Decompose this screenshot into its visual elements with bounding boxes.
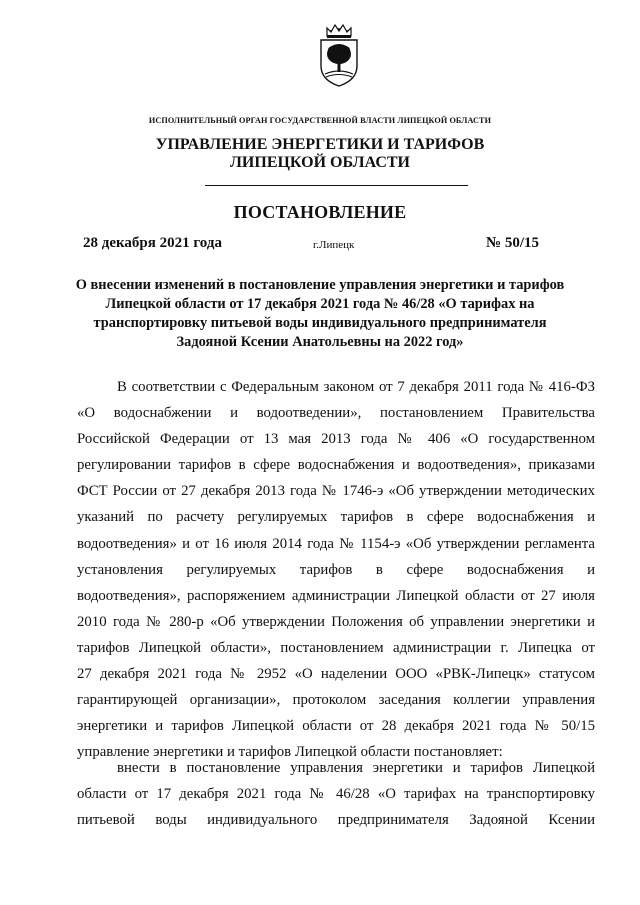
department-name-line-1: УПРАВЛЕНИЕ ЭНЕРГЕТИКИ И ТАРИФОВ	[155, 136, 485, 153]
body-line: водоотведения», распоряжением администрации Липецкой области от 27 июля	[77, 587, 595, 604]
body-line: водоотведения» и от 16 июля 2014 года № 1154-э «Об утверждении регламента	[77, 535, 595, 552]
body-line: тарифов Липецкой области», постановлением администрации г. Липецка от	[77, 639, 595, 656]
subject-line: Липецкой области от 17 декабря 2021 года № 46/28 «О тарифах на	[105, 296, 535, 312]
preamble-paragraph	[77, 374, 595, 765]
subject-line: транспортировку питьевой воды индивидуального предпринимателя	[93, 315, 547, 331]
body-line: установления регулируемых тарифов в сфере водоснабжения и	[77, 561, 595, 578]
document-place: г.Липецк	[313, 239, 355, 251]
document-number: № 50/15	[486, 235, 539, 251]
body-line: 2010 года № 280-р «Об утверждении Положения об управлении энергетики и	[77, 613, 595, 630]
body-line: области от 17 декабря 2021 года № 46/28 «О тарифах на транспортировку	[77, 786, 595, 803]
body-line: управление энергетики и тарифов Липецкой области постановляет:	[77, 744, 503, 761]
resolution-paragraph	[77, 755, 595, 833]
department-name-line-2: ЛИПЕЦКОЙ ОБЛАСТИ	[230, 154, 410, 171]
body-line: указаний по расчету регулируемых тарифов в сфере водоснабжения и	[77, 509, 595, 526]
body-line: питьевой воды индивидуального предпринимателя Задояной Ксении	[77, 812, 595, 829]
subject-line: О внесении изменений в постановление управления энергетики и тарифов	[75, 277, 565, 293]
body-line: 27 декабря 2021 года № 2952 «О наделении ООО «РВК-Липецк» статусом	[77, 666, 595, 683]
body-line: гарантирующей организации», протоколом заседания коллегии управления	[77, 692, 595, 709]
department-name	[0, 136, 640, 172]
body-line: «О водоснабжении и водоотведении», постановлением Правительства	[77, 405, 595, 422]
body-line: регулировании тарифов в сфере водоснабжения и водоотведения», приказами	[77, 457, 595, 474]
body-line: энергетики и тарифов Липецкой области от 28 декабря 2021 года № 50/15	[77, 718, 595, 735]
document-date: 28 декабря 2021 года	[83, 235, 222, 251]
body-line: В соответствии с Федеральным законом от 7 декабря 2011 года № 416-ФЗ	[117, 379, 595, 395]
body-line: ФСТ России от 27 декабря 2013 года № 1746-э «Об утверждении методических	[77, 483, 595, 500]
document-type-title: ПОСТАНОВЛЕНИЕ	[233, 202, 407, 222]
body-line: Российской Федерации от 13 мая 2013 года № 406 «О государственном	[77, 431, 595, 448]
subject-line: Задояной Ксении Анатольевны на 2022 год»	[176, 334, 464, 350]
coat-of-arms-icon	[317, 22, 361, 90]
body-line: внести в постановление управления энергетики и тарифов Липецкой	[117, 760, 595, 776]
issuing-organization: ИСПОЛНИТЕЛЬНЫЙ ОРГАН ГОСУДАРСТВЕННОЙ ВЛАСТИ ЛИПЕЦКОЙ ОБЛАСТИ	[148, 116, 492, 125]
document-subject	[70, 276, 570, 352]
header-divider	[205, 185, 468, 186]
